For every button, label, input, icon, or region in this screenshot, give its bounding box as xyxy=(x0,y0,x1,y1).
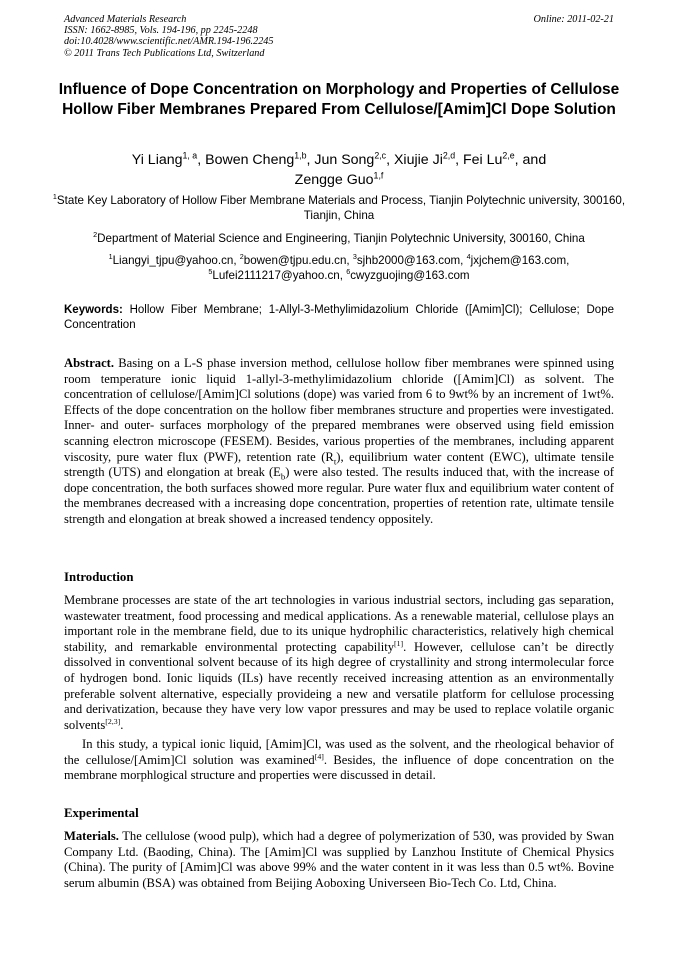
email-link[interactable]: jxjchem@163.com, xyxy=(470,254,570,267)
paper-title: Influence of Dope Concentration on Morphology and Properties of Cellulose Hollow Fiber Membranes Prepared From Cellulose/[Amim]Cl Dope Solution xyxy=(58,81,620,118)
email-link[interactable]: bowen@tjpu.edu.cn, xyxy=(243,254,353,267)
keywords xyxy=(64,303,614,334)
author-list xyxy=(40,150,638,190)
issn-line: ISSN: 1662-8985, Vols. 194-196, pp 2245-2248 xyxy=(64,25,258,37)
email-list: $^1$Liangyi_tjpu@yahoo.cn, $^2$bowen@tjpu.edu.cn, $^3$sjhb2000@163.com, $^4$jxjchem@163.com, $^5$Lufei2111217@yahoo.cn, $^6$cwyzguojing@163.com xyxy=(108,252,570,282)
online-date: Online: 2011-02-21 xyxy=(533,14,614,25)
introduction-paragraph-1: Membrane processes are state of the art technologies in various industrial sectors, including gas separation, wastewater treatment, food processing and medical applications. As a renewable material, cellulose plays an important role in the membrane field, due to its unique hydrophilic characteristics, relatively high chemical stability, and remarkable environmental protecting capability[1]. However, cellulose can’t be directly dissolved in conventional solvent because of its high degree of crystallinity and strong intermolecular force of hydrogen bond. Ionic liquids (ILs) have recently received increasing attention as an environmentally preferable solvent alternative, especially provideing a new and versatile platform for cellulose processing and derivatization, because they have very low vapor pressures and may be used to replace volatile organic solvents[2,3]. xyxy=(64,593,614,732)
abstract-label: Abstract. xyxy=(64,356,115,370)
doi-line: doi:10.4028/www.scientific.net/AMR.194-196.2245 xyxy=(64,36,274,48)
materials-paragraph: Materials. The cellulose (wood pulp), which had a degree of polymerization of 530, was provided by Swan Company Ltd. (Baoding, China). The [Amim]Cl was supplied by Lanzhou Institute of Chemical Physics (China). The purity of [Amim]Cl was above 99% and the water content in it was less than 0.5 wt%. Bovine serum albumin (BSA) was obtained from Beijing Aoboxing Universeen Bio-Tech Co. Ltd, China. xyxy=(64,829,615,890)
section-heading-experimental: Experimental xyxy=(64,806,139,820)
email-link[interactable]: cwyzguojing@163.com xyxy=(350,268,470,282)
email-link[interactable]: Liangyi_tjpu@yahoo.cn, xyxy=(112,254,240,267)
section-heading-introduction: Introduction xyxy=(64,570,134,584)
abstract: Abstract. Basing on a L-S phase inversion method, cellulose hollow fiber membranes were spinned using room temperature ionic liquid 1-allyl-3-methylimidazolium chloride ([Amim]Cl) as solvent. The concentration of cellulose/[Amim]Cl solutions (dope) was varied from 6 to 9wt% by an increment of 1wt%. Effects of the dope concentration on the hollow fiber membranes structure and properties were investigated. Inner- and outer- surfaces morphology of the prepared membranes were observed using field emission scanning electron microscope (FESEM). Besides, various properties of the membranes, including apparent viscosity, pure water flux (PWF), retention rate $(R_t)$, equilibrium water content (EWC), ultimate tensile strength (UTS) and elongation at break $(E_b)$ were also tested. The results induced that, with the increase of dope concentration, the both surfaces showed more regular. Pure water flux and equilibrium water content of the membranes decreased with a increasing dope concentration, properties of retention rate, ultimate tensile strength and elongation at break showed a increased tendency oppositely. xyxy=(64,356,614,526)
introduction-paragraph-2: In this study, a typical ionic liquid, [Amim]Cl, was used as the solvent, and the rheological behavior of the cellulose/[Amim]Cl solution was examined[4]. Besides, the influence of dope concentration on the membrane morphlogical structure and properties were discussed in detail. xyxy=(64,737,614,783)
author: Xiujie Ji$^{2,d}$, xyxy=(393,150,463,168)
author: Zengge Guo$^{1,f}$ xyxy=(294,170,384,188)
affiliation-1: $^1$State Key Laboratory of Hollow Fiber Membrane Materials and Process, Tianjin Polytechnic university, 300160, Tianjin, China xyxy=(52,192,626,222)
copyright-line: © 2011 Trans Tech Publications Ltd, Switzerland xyxy=(64,47,265,59)
affiliation-2: $^2$Department of Material Science and Engineering, Tianjin Polytechnic University, 300160, China xyxy=(93,230,585,245)
materials-label: Materials. xyxy=(64,829,119,843)
keywords-label: Keywords: xyxy=(64,304,123,316)
email-link[interactable]: Lufei2111217@yahoo.cn, xyxy=(212,268,347,282)
author: Yi Liang$^{1, a}$, xyxy=(131,150,206,168)
email-link[interactable]: sjhb2000@163.com, xyxy=(356,254,467,267)
author: Bowen Cheng$^{1,b}$, xyxy=(205,150,315,168)
keywords-text: Hollow Fiber Membrane; 1-Allyl-3-Methylimidazolium Chloride ([Amim]Cl); Cellulose; Dope Concentration xyxy=(64,304,614,332)
author: Jun Song$^{2,c}$, xyxy=(314,150,394,168)
author: Fei Lu$^{2,e}$, and xyxy=(462,150,547,168)
journal-info xyxy=(64,14,273,59)
journal-name: Advanced Materials Research xyxy=(64,14,187,25)
